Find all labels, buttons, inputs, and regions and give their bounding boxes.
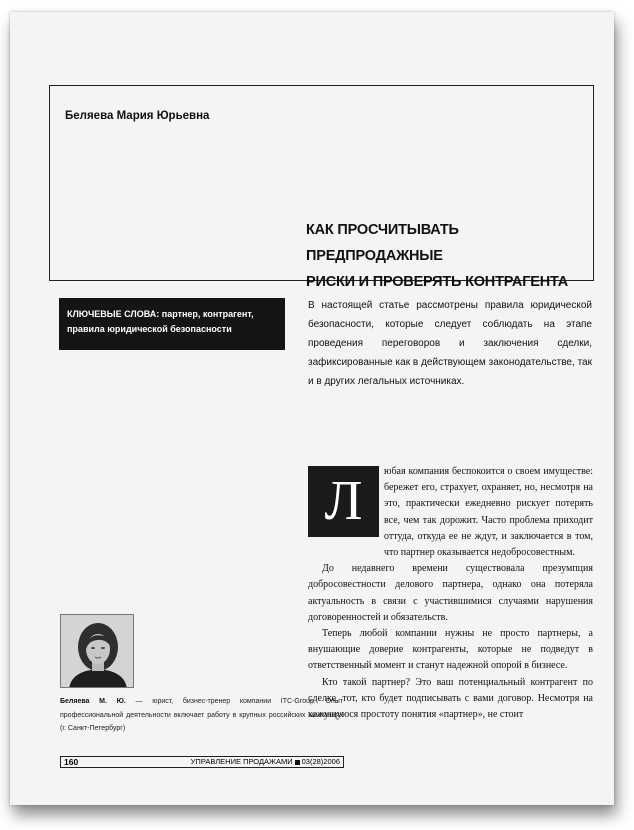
bio-name: Беляева М. Ю. (60, 698, 126, 705)
first-paragraph: юбая компания беспокоится о своем имуществе: бережет его, страхует, охраняет, но, несмотря на это, практически ежедневно рискует потерять все, чем так дорожит. Часто проблема приходит оттуда, откуда ее не ждут, и заключается в том, что партнер оказывается недобросовестным. (384, 466, 593, 559)
bio-text: — юрист, бизнес-тренер компании ITC-Group. Опыт профессиональной деятельности включает работу в крупных российских компаниях (г. Санкт-Петербург) (60, 698, 343, 732)
title-line-2: РИСКИ И ПРОВЕРЯТЬ КОНТРАГЕНТА (306, 274, 568, 290)
issue-number: 03(28)2006 (301, 757, 340, 766)
title-line-1: КАК ПРОСЧИТЫВАТЬ ПРЕДПРОДАЖНЫЕ (306, 222, 459, 264)
journal-name: УПРАВЛЕНИЕ ПРОДАЖАМИ (190, 757, 293, 766)
keywords-box (59, 298, 285, 350)
author-name: Беляева Мария Юрьевна (65, 110, 210, 122)
keywords-label: КЛЮЧЕВЫЕ СЛОВА: (67, 309, 160, 319)
article-title (306, 217, 596, 295)
article-body (308, 464, 593, 723)
footer-journal (191, 757, 340, 767)
journal-page (10, 12, 614, 805)
paragraph-4: Кто такой партнер? Это ваш потенциальный контрагент по сделке, тот, кто будет подписывать с вами договор. Несмотря на кажущуюся простоту понятия «партнер», не стоит (308, 676, 593, 721)
drop-cap: Л (308, 466, 379, 537)
author-photo (60, 614, 134, 688)
page-number: 160 (64, 757, 79, 767)
keywords-text: партнер, контрагент, правила юридической безопасности (67, 309, 254, 334)
square-separator-icon (295, 760, 300, 765)
page-footer (60, 756, 344, 768)
paragraph-2: До недавнего времени существовала презумпция добросовестности делового партнера, однако она потеряла актуальность в связи с участившимися случаями нарушения договоренностей и обязательств. (308, 563, 593, 623)
abstract: В настоящей статье рассмотрены правила юридической безопасности, которые следует соблюдать на этапе проведения переговоров и заключения сделки, зафиксированные как в действующем законодательстве, так и в других легальных источниках. (308, 300, 592, 387)
author-bio (60, 695, 343, 736)
paragraph-3: Теперь любой компании нужны не просто партнеры, а внушающие доверие контрагенты, которые не подведут в ответственный момент и станут надежной опорой в бизнесе. (308, 628, 593, 672)
